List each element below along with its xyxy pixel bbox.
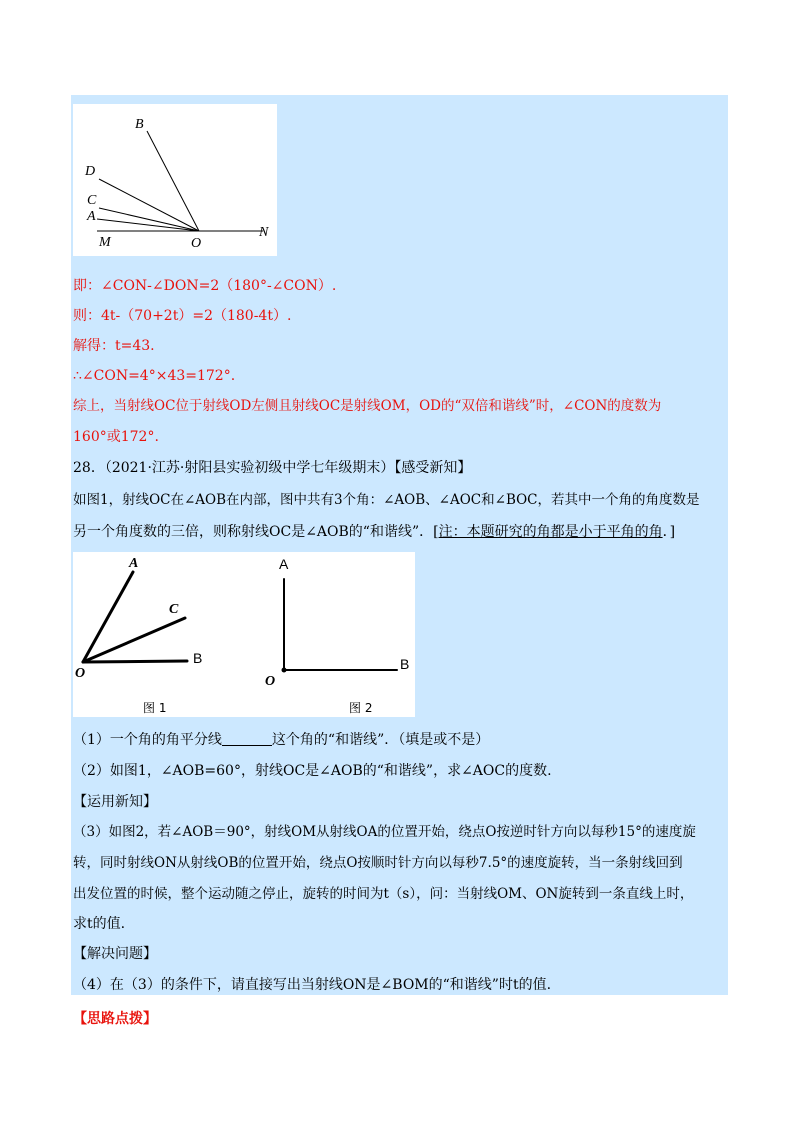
question-2: （2）如图1，∠AOB=60°，射线OC是∠AOB的“和谐线”，求∠AOC的度数. (73, 763, 552, 779)
question-3-line4: 求t的值. (73, 916, 126, 932)
fig1-label-A: A (129, 556, 139, 571)
solution-line-4: ∴∠CON=4°×43=172°. (73, 368, 236, 384)
question-4: （4）在（3）的条件下，请直接写出当射线ON是∠BOM的“和谐线”时t的值. (73, 977, 552, 993)
label-A: A (87, 209, 96, 224)
label-N: N (259, 225, 269, 240)
solution-line-1: 即：∠CON-∠DON=2（180°-∠CON）. (73, 278, 337, 294)
fig2-label-B: B (400, 656, 410, 672)
fig1-label-C: C (169, 602, 179, 617)
hint-heading: 【思路点拨】 (73, 1011, 157, 1027)
fig2-caption: 图 2 (349, 701, 373, 715)
problem-intro-line2 (73, 522, 675, 542)
fig2-label-O: O (265, 674, 276, 689)
label-M: M (99, 235, 111, 250)
intro-line2-suffix: ．] (662, 524, 676, 540)
question-3-line1: （3）如图2，若∠AOB＝90°，射线OM从射线OA的位置开始，绕点O按逆时针方向以每秒15°的速度旋 (73, 824, 696, 840)
q1-suffix: 这个角的“和谐线”．（填是或不是） (271, 732, 490, 748)
solution-line-5: 综上，当射线OC位于射线OD左侧且射线OC是射线OM，OD的“双倍和谐线”时，∠CON的度数为 (73, 398, 662, 414)
fig2-label-A: A (279, 556, 289, 572)
q1-prefix: （1）一个角的角平分线 (73, 732, 222, 748)
label-C: C (87, 193, 97, 208)
section-apply: 【运用新知】 (73, 794, 157, 810)
q1-blank (222, 731, 272, 746)
problem-intro-line1: 如图1，射线OC在∠AOB在内部，图中共有3个角：∠AOB、∠AOC和∠BOC，若其中一个角的角度数是 (73, 492, 700, 508)
section-solve: 【解决问题】 (73, 946, 157, 962)
solution-line-6: 160°或172°. (73, 429, 159, 445)
fig1-label-O: O (75, 666, 86, 681)
label-D: D (85, 164, 96, 179)
problem-header: 28．（2021·江苏·射阳县实验初级中学七年级期末）【感受新知】 (73, 460, 472, 476)
question-1 (73, 730, 489, 750)
intro-line2-prefix: 另一个角度数的三倍，则称射线OC是∠AOB的“和谐线”．[ (73, 524, 439, 540)
angle-figure-top (73, 104, 277, 256)
intro-line2-note: 注：本题研究的角都是小于平角的角 (438, 524, 663, 540)
figure-pair (73, 552, 415, 717)
question-3-line2: 转，同时射线ON从射线OB的位置开始，绕点O按顺时针方向以每秒7.5°的速度旋转，当一条射线回到 (73, 855, 683, 871)
solution-line-3: 解得：t=43. (73, 338, 155, 354)
label-B: B (135, 117, 144, 132)
question-3-line3: 出发位置的时候，整个运动随之停止，旋转的时间为t（s），问：当射线OM、ON旋转到一条直线上时， (73, 886, 694, 902)
solution-line-2: 则：4t-（70+2t）=2（180-4t）. (73, 308, 292, 324)
fig1-caption: 图 1 (143, 701, 167, 715)
label-O: O (191, 236, 202, 251)
fig1-label-B: B (193, 650, 203, 666)
